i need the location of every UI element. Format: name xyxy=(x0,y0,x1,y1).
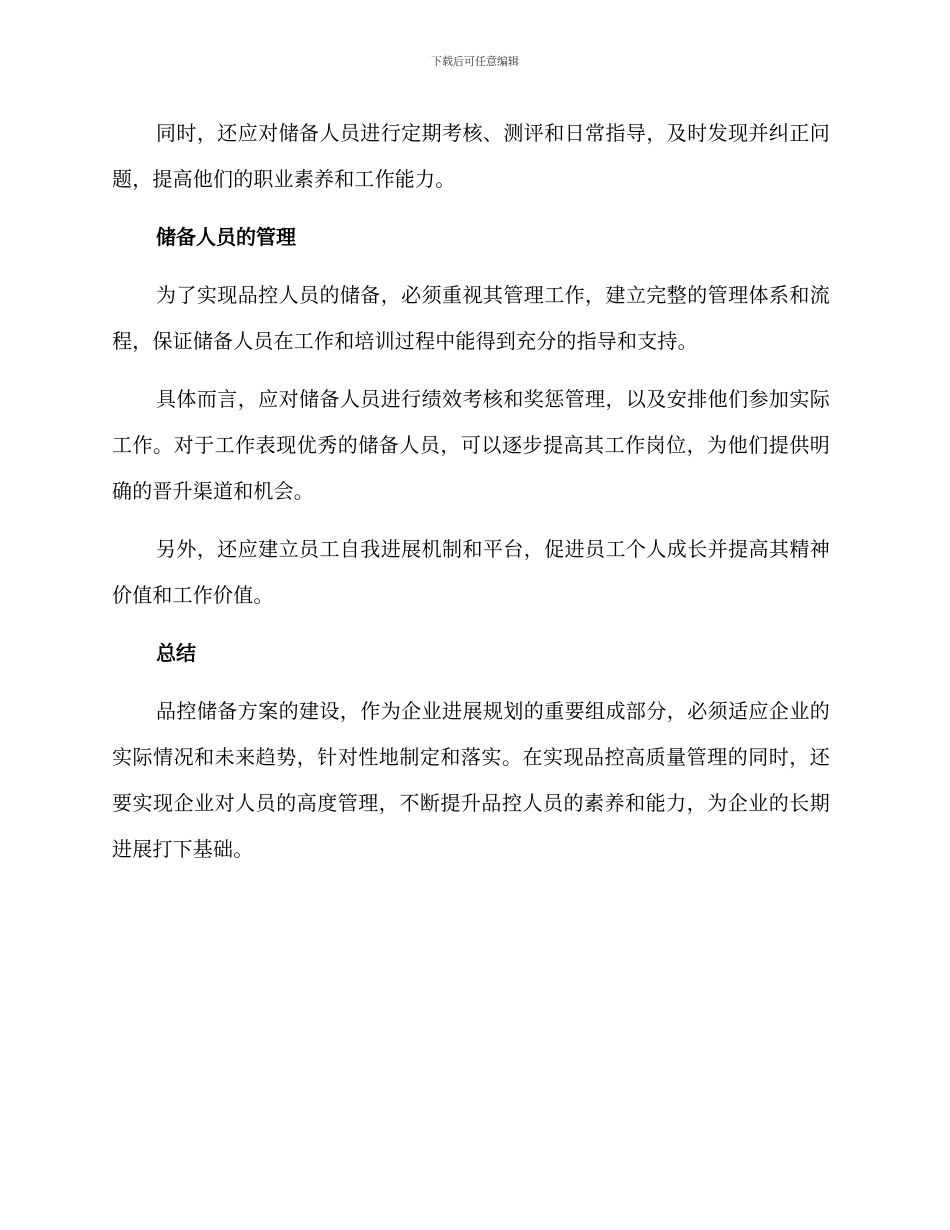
paragraph-summary: 品控储备方案的建设，作为企业进展规划的重要组成部分，必须适应企业的实际情况和未来趋势，针对性地制定和落实。在实现品控高质量管理的同时，还要实现企业对人员的高度管理，不断提升品控人员的素养和能力，为企业的长期进展打下基础。 xyxy=(112,699,830,861)
page-header: 下载后可任意编辑 xyxy=(431,55,519,68)
section-heading-summary: 总结 xyxy=(156,641,196,665)
paragraph-management-system: 为了实现品控人员的储备，必须重视其管理工作，建立完整的管理体系和流程，保证储备人员在工作和培训过程中能得到充分的指导和支持。 xyxy=(112,283,830,353)
paragraph-assessment: 同时，还应对储备人员进行定期考核、测评和日常指导，及时发现并纠正问题，提高他们的职业素养和工作能力。 xyxy=(112,121,830,191)
paragraph-performance: 具体而言，应对储备人员进行绩效考核和奖惩管理，以及安排他们参加实际工作。对于工作表现优秀的储备人员，可以逐步提高其工作岗位，为他们提供明确的晋升渠道和机会。 xyxy=(112,387,830,503)
document-body xyxy=(112,110,830,884)
paragraph-self-development: 另外，还应建立员工自我进展机制和平台，促进员工个人成长并提高其精神价值和工作价值。 xyxy=(112,537,830,607)
section-heading-management: 储备人员的管理 xyxy=(156,225,296,249)
